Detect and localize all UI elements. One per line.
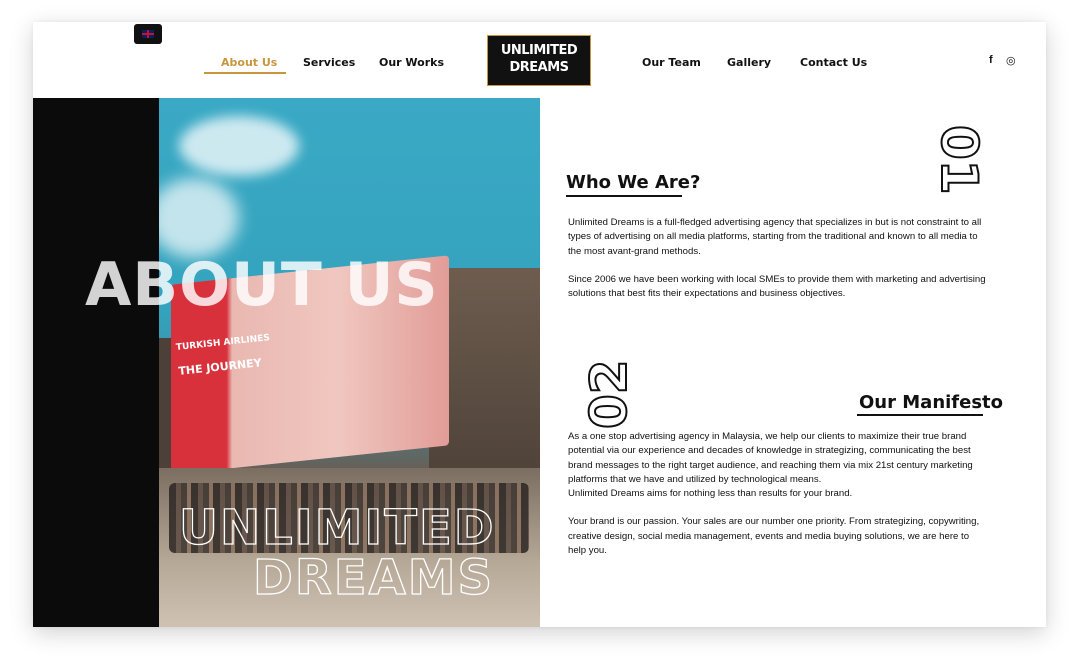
nav-services[interactable]: Services bbox=[303, 56, 356, 69]
facebook-icon[interactable]: f bbox=[989, 54, 993, 66]
nav-gallery[interactable]: Gallery bbox=[727, 56, 772, 69]
hero-brand-line-2: DREAMS bbox=[253, 550, 495, 606]
site-logo[interactable] bbox=[487, 35, 591, 86]
uk-flag-icon bbox=[142, 30, 154, 38]
logo-line-2: DREAMS bbox=[509, 60, 569, 75]
manifesto-text bbox=[568, 430, 986, 558]
manifesto-heading: Our Manifesto bbox=[859, 392, 1004, 413]
language-selector[interactable] bbox=[134, 24, 162, 44]
nav-about-us[interactable]: About Us bbox=[221, 56, 278, 69]
paragraph: Unlimited Dreams aims for nothing less than results for your brand. bbox=[568, 488, 853, 500]
paragraph: As a one stop advertising agency in Malaysia, we help our clients to maximize their true brand potential via our experience and decades of knowledge in strategizing, communicating the best brand messages to the right target audience, and reaching them via mix 21st century marketing platforms that we have and utilized by technological means. bbox=[568, 431, 973, 485]
hero-black-bar bbox=[33, 98, 159, 627]
paragraph: Your brand is our passion. Your sales are our number one priority. From strategizing, copywriting, creative design, social media management, events and media buying solutions, we are here to help you. bbox=[568, 516, 980, 557]
paragraph: Since 2006 we have been working with local SMEs to provide them with marketing and advertising solutions that best fits their expectations and business objectives. bbox=[568, 273, 986, 300]
cloud bbox=[159, 178, 239, 258]
paragraph: Unlimited Dreams is a full-fledged advertising agency that specializes in but is not constraint to all types of advertising on all media platforms, starting from the traditional and known to all media to the most avant-grand methods. bbox=[568, 217, 982, 257]
logo-line-1: UNLIMITED bbox=[500, 43, 578, 58]
nav-active-underline bbox=[204, 72, 286, 74]
nav-contact-us[interactable]: Contact Us bbox=[800, 56, 868, 69]
who-we-are-text bbox=[568, 216, 986, 301]
hero-brand-line-1: UNLIMITED bbox=[179, 500, 496, 556]
who-we-are-heading: Who We Are? bbox=[566, 172, 701, 193]
heading-underline bbox=[566, 195, 682, 197]
hero-title: ABOUT US bbox=[85, 250, 439, 320]
billboard-line: THE JOURNEY bbox=[177, 356, 263, 378]
nav-our-works[interactable]: Our Works bbox=[379, 56, 445, 69]
page-frame bbox=[33, 22, 1046, 627]
section-number-02: 02 bbox=[580, 359, 638, 429]
heading-underline bbox=[857, 414, 983, 416]
section-number-01: 01 bbox=[930, 125, 988, 195]
cloud bbox=[179, 116, 299, 176]
nav-our-team[interactable]: Our Team bbox=[642, 56, 701, 69]
instagram-icon[interactable]: ◎ bbox=[1006, 55, 1016, 67]
billboard-line: TURKISH AIRLINES bbox=[175, 333, 271, 353]
